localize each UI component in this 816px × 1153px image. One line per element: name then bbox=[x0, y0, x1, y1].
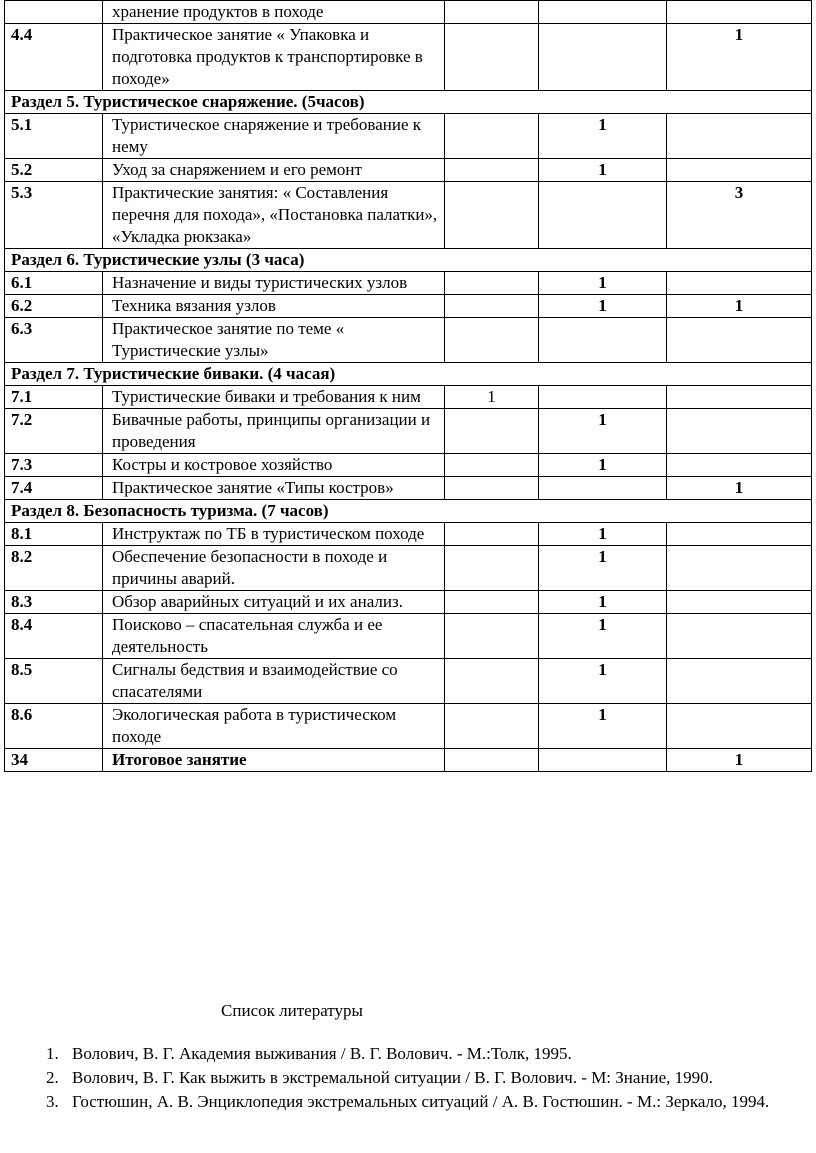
lesson-topic: Практическое занятие « Упаковка и подготовка продуктов к транспортировке в походе» bbox=[103, 24, 445, 91]
hours-total bbox=[445, 546, 539, 591]
lesson-topic: Туристические биваки и требования к ним bbox=[103, 386, 445, 409]
table-row bbox=[5, 477, 812, 500]
lesson-topic: Итоговое занятие bbox=[103, 749, 445, 772]
hours-practice: 1 bbox=[667, 477, 812, 500]
hours-practice bbox=[667, 159, 812, 182]
hours-practice bbox=[667, 591, 812, 614]
table-row bbox=[5, 182, 812, 249]
table-row bbox=[5, 454, 812, 477]
lesson-topic: Практическое занятие по теме « Туристические узлы» bbox=[103, 318, 445, 363]
lesson-number: 4.4 bbox=[5, 24, 103, 91]
table-row bbox=[5, 1, 812, 24]
hours-practice: 3 bbox=[667, 182, 812, 249]
total-row bbox=[5, 749, 812, 772]
lesson-number: 7.4 bbox=[5, 477, 103, 500]
lesson-topic: Костры и костровое хозяйство bbox=[103, 454, 445, 477]
hours-total: 1 bbox=[445, 386, 539, 409]
hours-theory bbox=[539, 1, 667, 24]
hours-total bbox=[445, 272, 539, 295]
hours-theory: 1 bbox=[539, 454, 667, 477]
lesson-number: 8.6 bbox=[5, 704, 103, 749]
hours-total bbox=[445, 114, 539, 159]
lesson-number: 6.1 bbox=[5, 272, 103, 295]
hours-theory: 1 bbox=[539, 591, 667, 614]
lesson-number: 6.3 bbox=[5, 318, 103, 363]
lesson-topic: Туристическое снаряжение и требование к нему bbox=[103, 114, 445, 159]
hours-theory: 1 bbox=[539, 409, 667, 454]
lesson-number: 6.2 bbox=[5, 295, 103, 318]
lesson-number: 5.3 bbox=[5, 182, 103, 249]
hours-practice bbox=[667, 1, 812, 24]
hours-theory: 1 bbox=[539, 295, 667, 318]
hours-practice bbox=[667, 523, 812, 546]
hours-theory: 1 bbox=[539, 523, 667, 546]
hours-total bbox=[445, 749, 539, 772]
lesson-topic: Техника вязания узлов bbox=[103, 295, 445, 318]
lesson-number: 7.2 bbox=[5, 409, 103, 454]
hours-theory: 1 bbox=[539, 159, 667, 182]
table-row bbox=[5, 546, 812, 591]
hours-practice: 1 bbox=[667, 295, 812, 318]
hours-total bbox=[445, 159, 539, 182]
table-row bbox=[5, 159, 812, 182]
literature-title: Список литературы bbox=[221, 1001, 363, 1020]
hours-practice bbox=[667, 386, 812, 409]
lesson-number: 5.1 bbox=[5, 114, 103, 159]
literature-item: 2. Волович, В. Г. Как выжить в экстремальной ситуации / В. Г. Волович. - М: Знание, 1990. bbox=[46, 1068, 713, 1087]
hours-total bbox=[445, 1, 539, 24]
table-row bbox=[5, 318, 812, 363]
hours-practice bbox=[667, 114, 812, 159]
lesson-topic: хранение продуктов в походе bbox=[103, 1, 445, 24]
lesson-number: 8.3 bbox=[5, 591, 103, 614]
lesson-topic: Поисково – спасательная служба и ее деятельность bbox=[103, 614, 445, 659]
lesson-topic: Бивачные работы, принципы организации и проведения bbox=[103, 409, 445, 454]
hours-theory bbox=[539, 24, 667, 91]
literature-item: 3. Гостюшин, А. В. Энциклопедия экстремальных ситуаций / А. В. Гостюшин. - М.: Зеркало, 1994. bbox=[46, 1092, 770, 1111]
lesson-number: 7.1 bbox=[5, 386, 103, 409]
hours-total bbox=[445, 477, 539, 500]
hours-total bbox=[445, 454, 539, 477]
table-row bbox=[5, 386, 812, 409]
table-row bbox=[5, 114, 812, 159]
lesson-number: 8.4 bbox=[5, 614, 103, 659]
section-row bbox=[5, 363, 812, 386]
hours-total bbox=[445, 318, 539, 363]
lesson-number: 7.3 bbox=[5, 454, 103, 477]
lesson-topic: Назначение и виды туристических узлов bbox=[103, 272, 445, 295]
hours-total bbox=[445, 591, 539, 614]
lesson-topic: Экологическая работа в туристическом походе bbox=[103, 704, 445, 749]
hours-theory: 1 bbox=[539, 659, 667, 704]
hours-theory: 1 bbox=[539, 614, 667, 659]
hours-theory bbox=[539, 182, 667, 249]
section-title: Раздел 5. Туристическое снаряжение. (5часов) bbox=[5, 91, 812, 114]
hours-theory bbox=[539, 386, 667, 409]
lesson-number: 8.2 bbox=[5, 546, 103, 591]
table-row bbox=[5, 614, 812, 659]
lesson-topic: Обзор аварийных ситуаций и их анализ. bbox=[103, 591, 445, 614]
section-row bbox=[5, 249, 812, 272]
lesson-topic: Уход за снаряжением и его ремонт bbox=[103, 159, 445, 182]
lesson-number: 34 bbox=[5, 749, 103, 772]
hours-practice bbox=[667, 614, 812, 659]
lesson-number: 8.1 bbox=[5, 523, 103, 546]
hours-theory: 1 bbox=[539, 114, 667, 159]
hours-total bbox=[445, 704, 539, 749]
literature-item: 1. Волович, В. Г. Академия выживания / В. Г. Волович. - М.:Толк, 1995. bbox=[46, 1044, 572, 1063]
table-row bbox=[5, 409, 812, 454]
lesson-number: 8.5 bbox=[5, 659, 103, 704]
hours-total bbox=[445, 24, 539, 91]
hours-total bbox=[445, 182, 539, 249]
hours-theory: 1 bbox=[539, 546, 667, 591]
hours-practice: 1 bbox=[667, 749, 812, 772]
lesson-topic: Практические занятия: « Составления перечня для похода», «Постановка палатки», «Укладка рюкзака» bbox=[103, 182, 445, 249]
table-row bbox=[5, 295, 812, 318]
hours-theory: 1 bbox=[539, 704, 667, 749]
section-row bbox=[5, 500, 812, 523]
hours-total bbox=[445, 614, 539, 659]
hours-total bbox=[445, 295, 539, 318]
lesson-number bbox=[5, 1, 103, 24]
hours-practice bbox=[667, 454, 812, 477]
hours-practice bbox=[667, 409, 812, 454]
hours-practice bbox=[667, 318, 812, 363]
section-title: Раздел 7. Туристические биваки. (4 часая) bbox=[5, 363, 812, 386]
lesson-topic: Практическое занятие «Типы костров» bbox=[103, 477, 445, 500]
section-row bbox=[5, 91, 812, 114]
hours-theory: 1 bbox=[539, 272, 667, 295]
lesson-topic: Сигналы бедствия и взаимодействие со спасателями bbox=[103, 659, 445, 704]
table-row bbox=[5, 523, 812, 546]
hours-total bbox=[445, 523, 539, 546]
lesson-number: 5.2 bbox=[5, 159, 103, 182]
table-row bbox=[5, 659, 812, 704]
hours-practice bbox=[667, 704, 812, 749]
hours-practice bbox=[667, 272, 812, 295]
curriculum-table bbox=[4, 0, 812, 772]
table-row bbox=[5, 591, 812, 614]
hours-theory bbox=[539, 749, 667, 772]
hours-total bbox=[445, 409, 539, 454]
hours-theory bbox=[539, 318, 667, 363]
hours-practice bbox=[667, 659, 812, 704]
table-row bbox=[5, 272, 812, 295]
lesson-topic: Инструктаж по ТБ в туристическом походе bbox=[103, 523, 445, 546]
hours-total bbox=[445, 659, 539, 704]
literature-list bbox=[46, 1043, 786, 1115]
table-row bbox=[5, 24, 812, 91]
lesson-topic: Обеспечение безопасности в походе и причины аварий. bbox=[103, 546, 445, 591]
table-row bbox=[5, 704, 812, 749]
section-title: Раздел 6. Туристические узлы (3 часа) bbox=[5, 249, 812, 272]
hours-practice: 1 bbox=[667, 24, 812, 91]
section-title: Раздел 8. Безопасность туризма. (7 часов) bbox=[5, 500, 812, 523]
hours-practice bbox=[667, 546, 812, 591]
hours-theory bbox=[539, 477, 667, 500]
